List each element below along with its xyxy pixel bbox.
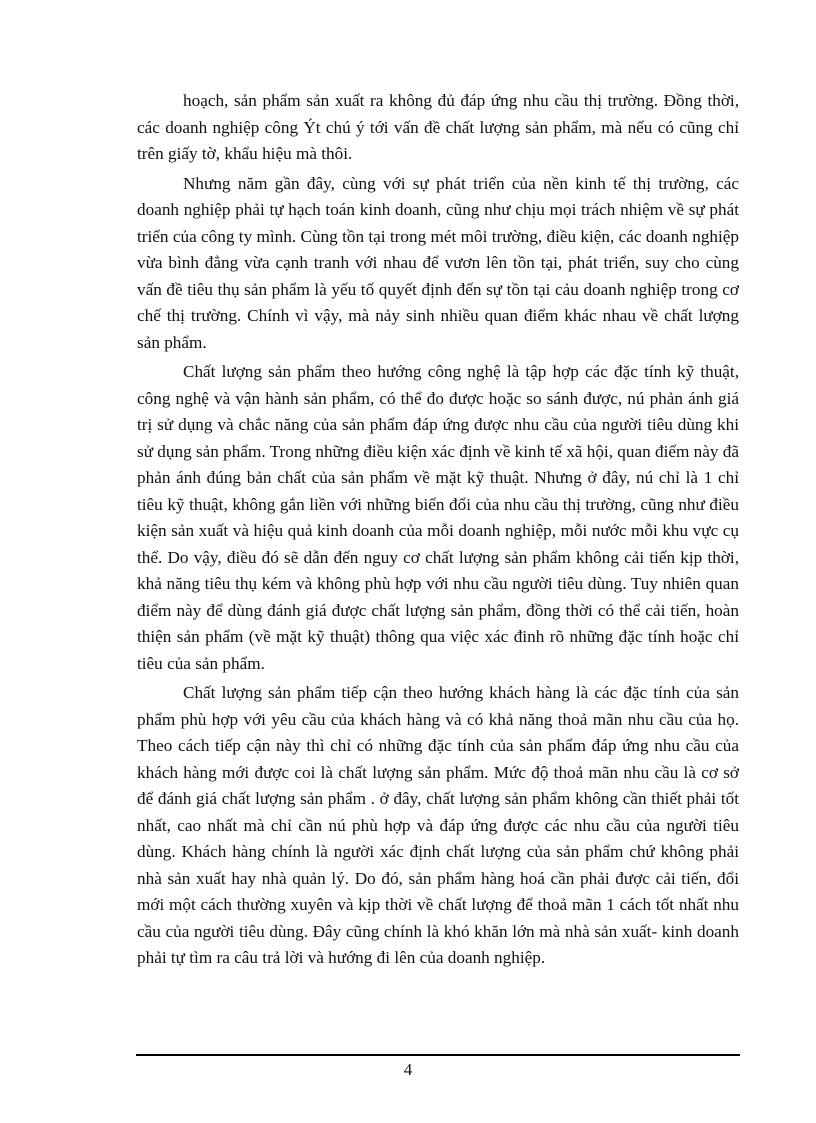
- paragraph-1: hoạch, sản phẩm sản xuất ra không đủ đáp ứng nhu cầu thị trường. Đồng thời, các doanh nghiệp công Ýt chú ý tới vấn đề chất lượng sản phẩm, mà nếu có cũng chỉ trên giấy tờ, khẩu hiệu mà thôi.: [137, 91, 739, 163]
- paragraph-3: Chất lượng sản phẩm theo hướng công nghệ là tập hợp các đặc tính kỹ thuật, công nghệ và vận hành sản phẩm, có thể đo được hoặc so sánh được, nú phản ánh giá trị sử dụng và chắc năng của sản phẩm đáp ứng được nhu cầu của người tiêu dùng khi sử dụng sản phẩm. Trong những điều kiện xác định về kinh tế xã hội, quan điểm này đã phản ánh đúng bản chất của sản phẩm về mặt kỹ thuật. Nhưng ở đây, nú chỉ là 1 chỉ tiêu kỹ thuật, không gắn liền với những biến đổi của nhu cầu thị trường, cũng như điều kiện sản xuất và hiệu quả kinh doanh của mỗi doanh nghiệp, mỗi nước mỗi khu vực cụ thể. Do vậy, điều đó sẽ dẫn đến nguy cơ chất lượng sản phẩm không cải tiến kịp thời, khả năng tiêu thụ kém và không phù hợp với nhu cầu người tiêu dùng. Tuy nhiên quan điểm này để dùng đánh giá được chất lượng sản phẩm, đồng thời có thể cải tiến, hoàn thiện sản phẩm (về mặt kỹ thuật) thông qua việc xác đinh rõ những đặc tính hoặc chỉ tiêu của sản phẩm.: [137, 362, 739, 673]
- paragraph-4: Chất lượng sản phẩm tiếp cận theo hướng khách hàng là các đặc tính của sản phẩm phù hợp với yêu cầu của khách hàng và có khả năng thoả mãn nhu cầu của họ. Theo cách tiếp cận này thì chỉ có những đặc tính của sản phẩm đáp ứng nhu cầu của khách hàng mới được coi là chất lượng sản phẩm. Mức độ thoả mãn nhu cầu là cơ sở để đánh giá chất lượng sản phẩm . ở đây, chất lượng sản phẩm không cần thiết phải tốt nhất, cao nhất mà chỉ cần nú phù hợp và đáp ứng được các nhu cầu của người tiêu dùng. Khách hàng chính là người xác định chất lượng của sản phẩm chứ không phải nhà sản xuất hay nhà quản lý. Do đó, sản phẩm hàng hoá cần phải được cải tiến, đổi mới một cách thường xuyên và kịp thời về chất lượng để thoả mãn 1 cách tốt nhất nhu cầu của người tiêu dùng. Đây cũng chính là khó khăn lớn mà nhà sản xuất- kinh doanh phải tự tìm ra câu trả lời và hướng đi lên của doanh nghiệp.: [137, 683, 739, 967]
- paragraph-2: Nhưng năm gần đây, cùng với sự phát triển của nền kinh tế thị trường, các doanh nghiệp phải tự hạch toán kinh doanh, cũng như chịu mọi trách nhiệm về sự phát triển của công ty mình. Cùng tồn tại trong mét môi trường, điều kiện, các doanh nghiệp vừa bình đẳng vừa cạnh tranh với nhau để vươn lên tồn tại, phát triển, suy cho cùng vấn đề tiêu thụ sản phẩm là yếu tố quyết định đến sự tồn tại cảu doanh nghiệp trong cơ chế thị trường. Chính vì vậy, mà nảy sinh nhiều quan điểm khác nhau về chất lượng sản phẩm.: [137, 173, 739, 352]
- footer-divider: [136, 1054, 740, 1056]
- body-text: [137, 88, 739, 975]
- page-number: 4: [403, 1060, 413, 1079]
